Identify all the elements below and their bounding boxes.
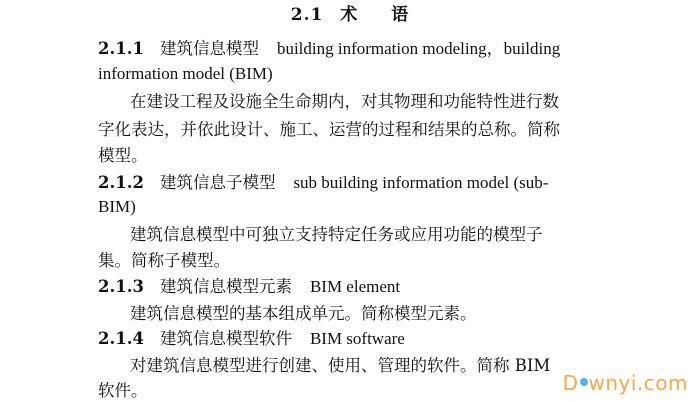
definition-line: 建筑信息模型的基本组成单元。简称模型元素。 bbox=[130, 304, 477, 323]
definition-line: 对建筑信息模型进行创建、使用、管理的软件。简称 BIM bbox=[130, 356, 551, 375]
definition-line: 集。简称子模型。 bbox=[98, 251, 230, 270]
site-watermark bbox=[563, 371, 688, 395]
term-number: 2.1.4 bbox=[98, 329, 144, 348]
term-english: sub building information model (sub- bbox=[293, 173, 549, 192]
term-heading-2-1-3 bbox=[98, 276, 400, 298]
watermark-text-end: wnyi.com bbox=[588, 371, 688, 395]
section-number: 2.1 bbox=[290, 5, 324, 25]
term-heading-2-1-4 bbox=[98, 328, 405, 350]
term-english-line-2: BIM) bbox=[98, 197, 136, 216]
term-number: 2.1.3 bbox=[98, 277, 144, 296]
term-number: 2.1.1 bbox=[98, 39, 144, 58]
section-title-word-2: 语 bbox=[391, 5, 410, 25]
term-number: 2.1.2 bbox=[98, 173, 144, 192]
watermark-text-start: D bbox=[562, 371, 579, 395]
definition-line: 字化表达，并依此设计、施工、运营的过程和结果的总称。简称 bbox=[98, 120, 560, 139]
definition-line: 模型。 bbox=[98, 146, 148, 165]
term-english: BIM element bbox=[309, 277, 401, 296]
term-chinese: 建筑信息模型元素 bbox=[159, 277, 292, 296]
term-english-line-2: information model (BIM) bbox=[98, 64, 273, 83]
term-english-continued bbox=[98, 196, 136, 218]
definition-line: 在建设工程及设施全生命期内，对其物理和功能特性进行数 bbox=[130, 92, 559, 111]
definition-line: 软件。 bbox=[98, 381, 148, 400]
term-chinese: 建筑信息模型软件 bbox=[159, 329, 292, 348]
term-english-continued bbox=[98, 63, 273, 85]
section-title bbox=[0, 4, 700, 26]
term-english: building information modeling，building bbox=[276, 39, 561, 58]
term-chinese: 建筑信息模型 bbox=[159, 39, 259, 58]
definition-line: 建筑信息模型中可独立支持特定任务或应用功能的模型子 bbox=[130, 225, 543, 244]
term-heading-2-1-2 bbox=[98, 172, 548, 194]
term-heading-2-1-1 bbox=[98, 38, 560, 60]
watermark-dot-icon bbox=[580, 378, 588, 386]
term-chinese: 建筑信息子模型 bbox=[159, 173, 276, 192]
term-english: BIM software bbox=[309, 329, 405, 348]
section-title-word-1: 术 bbox=[340, 5, 359, 25]
